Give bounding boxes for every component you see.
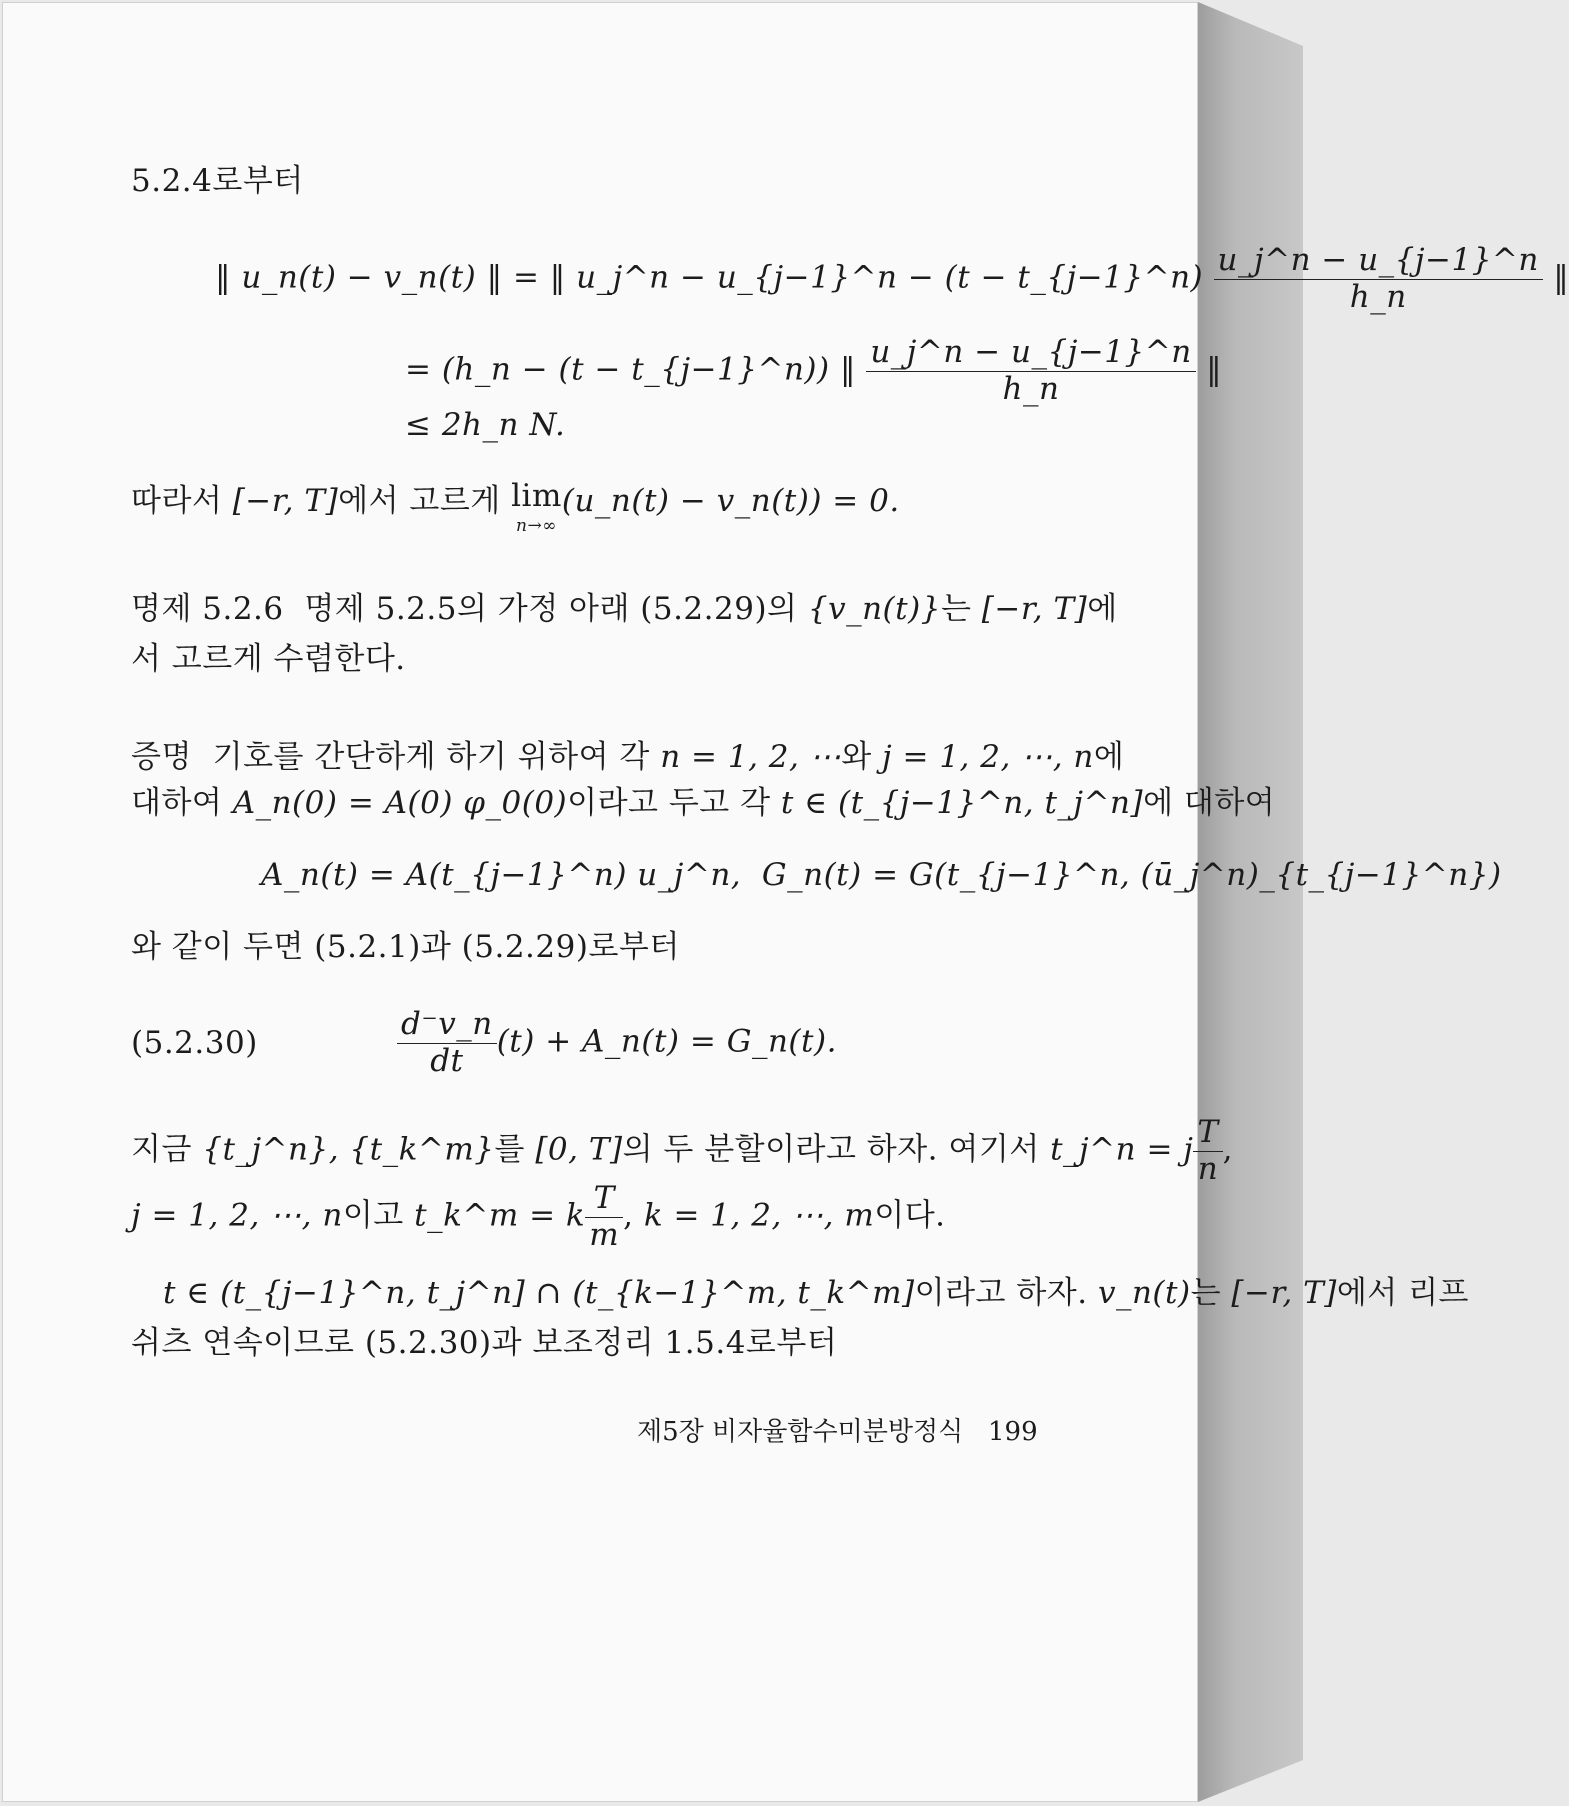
- proof-line-1: [131, 737, 1124, 777]
- proof-an0: A_n(0) = A(0) φ_0(0): [232, 785, 568, 821]
- final-text-b: 는: [1190, 1275, 1222, 1311]
- estimate-line-3: ≤ 2h_n N.: [405, 407, 566, 443]
- partition-fraction-2-den: m: [589, 1216, 620, 1253]
- proof-n-range: n = 1, 2, ⋯: [660, 739, 842, 775]
- partition-comma: ,: [1222, 1131, 1233, 1168]
- partition-text-b: 를: [494, 1131, 525, 1168]
- proof-t-range: t ∈ (t_{j−1}^n, t_j^n]: [780, 785, 1144, 821]
- proposition-text-c: 에: [1087, 591, 1118, 627]
- partition-fraction-1: [1193, 1115, 1222, 1187]
- equation-numerator: d⁻v_n: [397, 1007, 497, 1044]
- proposition-text-a: 명제 5.2.5의 가정 아래 (5.2.29)의: [304, 591, 798, 627]
- estimate-line-1-numerator: u_j^n − u_{j−1}^n: [1214, 243, 1543, 280]
- equation-5-2-30: [397, 1007, 837, 1079]
- proof-display-a: A_n(t) = A(t_{j−1}^n) u_j^n,: [261, 857, 742, 893]
- final-intersection: t ∈ (t_{j−1}^n, t_j^n] ∩ (t_{k−1}^m, t_k^m]: [163, 1275, 915, 1311]
- partition-line-2-c: ,: [623, 1197, 634, 1234]
- page-number: 199: [988, 1417, 1038, 1447]
- conclusion-interval: [−r, T]: [232, 483, 339, 519]
- proof-display-b: G_n(t) = G(t_{j−1}^n, (ū_j^n)_{t_{j−1}^n}): [761, 857, 1502, 893]
- partition-fraction-2: [585, 1181, 623, 1253]
- final-line-2: 쉬츠 연속이므로 (5.2.30)과 보조정리 1.5.4로부터: [131, 1325, 838, 1361]
- proposition-line-2: 서 고르게 수렴한다.: [131, 641, 406, 677]
- conclusion-expression: (u_n(t) − v_n(t)) = 0.: [561, 483, 900, 519]
- partition-line-1: [131, 1115, 1233, 1187]
- proposition-text-b: 는: [940, 591, 972, 627]
- estimate-line-2-lhs: = (h_n − (t − t_{j−1}^n)) ‖: [405, 351, 856, 388]
- partition-fraction-2-num: T: [585, 1181, 623, 1218]
- proof-line-3: 와 같이 두면 (5.2.1)과 (5.2.29)로부터: [131, 929, 680, 965]
- partition-interval: [0, T]: [535, 1131, 623, 1168]
- estimate-line-1-fraction: [1214, 243, 1543, 315]
- book-page: [2, 2, 1569, 1802]
- running-footer: 제5장 비자율함수미분방정식: [637, 1417, 964, 1447]
- final-text-c: 에서 리프: [1336, 1275, 1469, 1311]
- proof-line-2-c: 에 대하여: [1143, 785, 1276, 821]
- estimate-line-2-fraction: [866, 335, 1195, 407]
- proposition-line-1: [131, 589, 1118, 629]
- partition-sets: {t_j^n}, {t_k^m}: [202, 1131, 495, 1168]
- conclusion-line: [131, 478, 900, 536]
- conclusion-prefix: 따라서: [131, 483, 223, 519]
- page-footer: [637, 1411, 1038, 1448]
- proof-text-c: 에: [1093, 739, 1125, 775]
- proof-text-b: 와: [841, 739, 872, 775]
- estimate-line-2-denominator: h_n: [1002, 370, 1060, 407]
- partition-line-2-d: 이다.: [874, 1197, 946, 1234]
- final-text-a: 이라고 하자.: [914, 1275, 1088, 1311]
- partition-text-a: 지금: [131, 1131, 192, 1168]
- equation-number: (5.2.30): [131, 1025, 258, 1061]
- proof-text-a: 기호를 간단하게 하기 위하여 각: [212, 739, 650, 775]
- proof-display: [261, 855, 1502, 895]
- partition-tk-def: t_k^m = k: [414, 1197, 586, 1234]
- equation-denominator: dt: [430, 1042, 464, 1079]
- intro-label: 5.2.4로부터: [131, 163, 304, 199]
- conclusion-lim-word: lim: [511, 478, 562, 514]
- proof-label: 증명: [131, 739, 192, 775]
- partition-k-range: k = 1, 2, ⋯, m: [643, 1197, 875, 1234]
- proof-j-range: j = 1, 2, ⋯, n: [882, 739, 1094, 775]
- conclusion-text: 에서 고르게: [338, 483, 501, 519]
- estimate-line-2: [405, 335, 1222, 407]
- conclusion-limit: [511, 478, 562, 536]
- partition-fraction-1-num: T: [1193, 1115, 1222, 1152]
- partition-line-2-b: 이고: [342, 1197, 404, 1234]
- proposition-interval: [−r, T]: [981, 591, 1088, 627]
- estimate-line-2-close: ‖: [1206, 351, 1223, 388]
- final-vn: v_n(t): [1097, 1275, 1191, 1311]
- proposition-set: {v_n(t)}: [807, 591, 941, 627]
- equation-fraction: [397, 1007, 497, 1079]
- conclusion-lim-subscript: n→∞: [516, 516, 557, 536]
- proof-line-2-b: 이라고 두고 각: [567, 785, 771, 821]
- estimate-line-1-lhs: ‖ u_n(t) − v_n(t) ‖ = ‖ u_j^n − u_{j−1}^n − (t − t_{j−1}^n): [215, 259, 1204, 296]
- partition-j-range: j = 1, 2, ⋯, n: [131, 1197, 343, 1234]
- estimate-line-1-close: ‖: [1553, 259, 1569, 296]
- partition-text-c: 의 두 분할이라고 하자. 여기서: [622, 1131, 1040, 1168]
- final-line-1: [163, 1273, 1469, 1313]
- proposition-label: 명제 5.2.6: [131, 591, 284, 627]
- partition-tj-def: t_j^n = j: [1050, 1131, 1194, 1168]
- proof-line-2: [131, 783, 1275, 823]
- estimate-line-1-denominator: h_n: [1349, 278, 1407, 315]
- partition-fraction-1-den: n: [1197, 1150, 1219, 1187]
- proof-line-2-a: 대하여: [131, 785, 223, 821]
- equation-rest: (t) + A_n(t) = G_n(t).: [496, 1023, 837, 1060]
- estimate-line-1: [215, 243, 1569, 315]
- final-interval: [−r, T]: [1231, 1275, 1337, 1311]
- estimate-line-2-numerator: u_j^n − u_{j−1}^n: [866, 335, 1195, 372]
- partition-line-2: [131, 1181, 946, 1253]
